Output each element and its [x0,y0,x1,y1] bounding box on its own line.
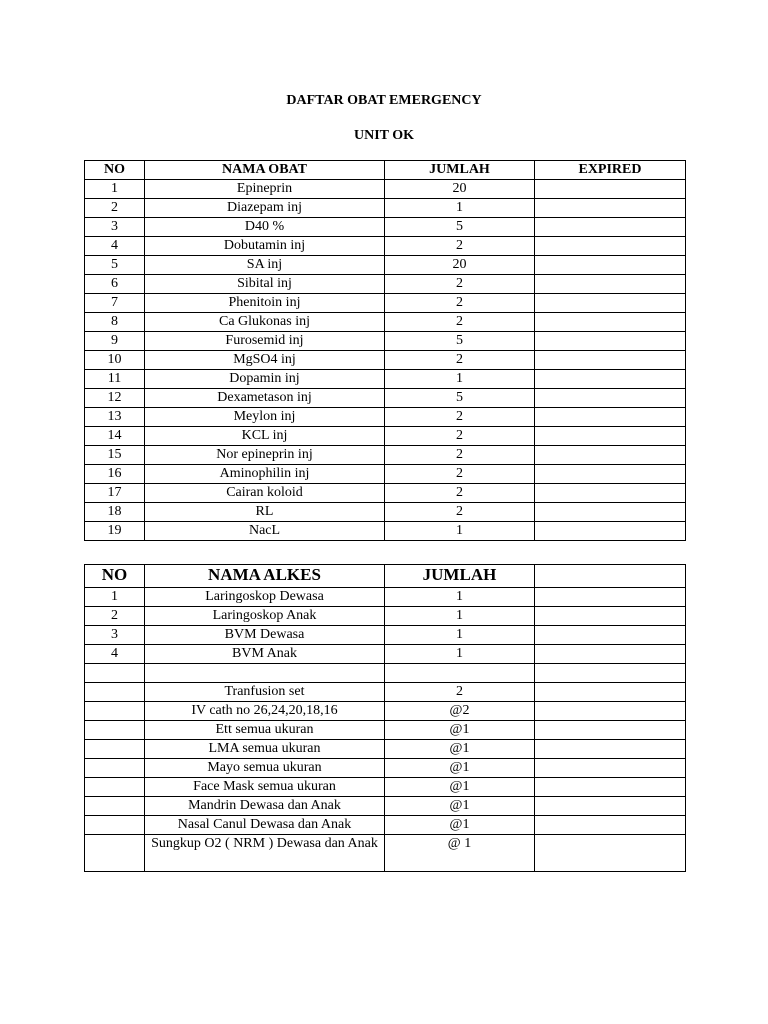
cell-quantity: 1 [385,645,535,664]
table-row [85,180,686,199]
cell-quantity: @1 [385,740,535,759]
cell-drug-name: Epineprin [145,180,385,199]
cell-no: 18 [85,503,145,522]
cell-no [85,816,145,835]
header-drug-name: NAMA OBAT [145,161,385,180]
cell-expired [535,237,686,256]
cell-quantity: 1 [385,607,535,626]
cell-drug-name: Sibital inj [145,275,385,294]
table-row [85,645,686,664]
cell-drug-name: Dobutamin inj [145,237,385,256]
medical-equipment-table [84,564,686,872]
cell-equipment-name: Face Mask semua ukuran [145,778,385,797]
cell-no: 14 [85,427,145,446]
cell-quantity: 20 [385,256,535,275]
cell-quantity: 2 [385,237,535,256]
cell-equipment-name: Laringoskop Anak [145,607,385,626]
cell-equipment-name: Mayo semua ukuran [145,759,385,778]
cell-expired [535,180,686,199]
cell-quantity: 1 [385,588,535,607]
cell-quantity: 2 [385,683,535,702]
cell-no: 12 [85,389,145,408]
cell-drug-name: Phenitoin inj [145,294,385,313]
header-no: NO [85,161,145,180]
cell-no: 5 [85,256,145,275]
cell-drug-name: Ca Glukonas inj [145,313,385,332]
cell-drug-name: Dopamin inj [145,370,385,389]
cell-drug-name: Nor epineprin inj [145,446,385,465]
cell-quantity: 2 [385,351,535,370]
cell-drug-name: NacL [145,522,385,541]
table-row [85,256,686,275]
emergency-drug-table [84,160,686,541]
cell-equipment-name: BVM Dewasa [145,626,385,645]
table-row [85,427,686,446]
cell-equipment-name: IV cath no 26,24,20,18,16 [145,702,385,721]
table-row [85,683,686,702]
cell-quantity: 2 [385,446,535,465]
cell-quantity: 1 [385,626,535,645]
cell-expired [535,199,686,218]
cell-equipment-name: LMA semua ukuran [145,740,385,759]
cell-quantity: @2 [385,702,535,721]
cell-no: 2 [85,199,145,218]
cell-expired [535,370,686,389]
table-row [85,721,686,740]
table-row [85,759,686,778]
cell-no: 4 [85,237,145,256]
cell-no: 10 [85,351,145,370]
cell-quantity: @1 [385,816,535,835]
cell-no: 13 [85,408,145,427]
table-header-row [85,161,686,180]
cell-no: 8 [85,313,145,332]
cell-drug-name: Furosemid inj [145,332,385,351]
table-row [85,351,686,370]
cell-no [85,797,145,816]
cell-blank [535,664,686,683]
cell-blank [535,797,686,816]
table-row [85,664,686,683]
table-row [85,332,686,351]
cell-quantity: 2 [385,313,535,332]
cell-expired [535,484,686,503]
cell-equipment-name: Sungkup O2 ( NRM ) Dewasa dan Anak [145,835,385,872]
cell-quantity: 1 [385,370,535,389]
cell-expired [535,408,686,427]
cell-no [85,721,145,740]
cell-expired [535,275,686,294]
cell-equipment-name: Nasal Canul Dewasa dan Anak [145,816,385,835]
cell-quantity: 1 [385,199,535,218]
cell-expired [535,503,686,522]
header-quantity: JUMLAH [385,161,535,180]
cell-blank [535,816,686,835]
header-quantity: JUMLAH [385,565,535,588]
cell-no: 3 [85,218,145,237]
cell-blank [535,588,686,607]
table-row [85,503,686,522]
cell-blank [535,607,686,626]
table-row [85,484,686,503]
cell-no: 9 [85,332,145,351]
cell-quantity: 20 [385,180,535,199]
cell-no: 2 [85,607,145,626]
cell-quantity: 2 [385,484,535,503]
table-row [85,607,686,626]
cell-expired [535,465,686,484]
cell-expired [535,522,686,541]
cell-expired [535,351,686,370]
cell-quantity: 5 [385,218,535,237]
cell-quantity: @1 [385,778,535,797]
cell-no: 19 [85,522,145,541]
table-row [85,313,686,332]
table-row [85,835,686,872]
cell-no: 7 [85,294,145,313]
cell-quantity: @1 [385,759,535,778]
cell-no: 3 [85,626,145,645]
cell-blank [535,778,686,797]
cell-blank [535,683,686,702]
cell-expired [535,294,686,313]
header-expired: EXPIRED [535,161,686,180]
document-title: DAFTAR OBAT EMERGENCY [286,93,482,108]
cell-drug-name: RL [145,503,385,522]
header-blank [535,565,686,588]
header-equipment-name: NAMA ALKES [145,565,385,588]
cell-quantity: 2 [385,294,535,313]
cell-no [85,683,145,702]
cell-equipment-name: Ett semua ukuran [145,721,385,740]
cell-no [85,759,145,778]
cell-equipment-name: Laringoskop Dewasa [145,588,385,607]
cell-blank [535,626,686,645]
cell-drug-name: MgSO4 inj [145,351,385,370]
table-row [85,218,686,237]
cell-no [85,778,145,797]
cell-drug-name: KCL inj [145,427,385,446]
cell-blank [535,759,686,778]
cell-drug-name: D40 % [145,218,385,237]
cell-quantity: 2 [385,408,535,427]
cell-drug-name: SA inj [145,256,385,275]
cell-quantity: 1 [385,522,535,541]
table-row [85,446,686,465]
table-row [85,797,686,816]
cell-no: 6 [85,275,145,294]
cell-expired [535,427,686,446]
cell-equipment-name: Mandrin Dewasa dan Anak [145,797,385,816]
cell-quantity: 5 [385,389,535,408]
table-row [85,237,686,256]
cell-expired [535,389,686,408]
cell-no: 11 [85,370,145,389]
cell-quantity: 2 [385,275,535,294]
table-row [85,626,686,645]
table-row [85,522,686,541]
cell-no: 16 [85,465,145,484]
table-row [85,702,686,721]
cell-no [85,702,145,721]
cell-no [85,664,145,683]
cell-blank [535,702,686,721]
cell-blank [535,740,686,759]
document-subtitle: UNIT OK [353,128,415,143]
cell-no: 1 [85,180,145,199]
table-row [85,389,686,408]
cell-equipment-name: Tranfusion set [145,683,385,702]
table-row [85,408,686,427]
cell-equipment-name: BVM Anak [145,645,385,664]
cell-no [85,835,145,872]
cell-no: 1 [85,588,145,607]
table-header-row [85,565,686,588]
table-row [85,740,686,759]
table-row [85,275,686,294]
table-row [85,294,686,313]
cell-drug-name: Aminophilin inj [145,465,385,484]
cell-expired [535,313,686,332]
header-no: NO [85,565,145,588]
equipment-table-body [85,588,686,872]
table-row [85,588,686,607]
cell-quantity: @1 [385,721,535,740]
cell-quantity: 2 [385,465,535,484]
table-row [85,199,686,218]
cell-no [85,740,145,759]
table-row [85,816,686,835]
cell-blank [535,721,686,740]
cell-no: 15 [85,446,145,465]
cell-drug-name: Diazepam inj [145,199,385,218]
cell-quantity: 2 [385,427,535,446]
table-row [85,465,686,484]
drug-table-body [85,180,686,541]
cell-no: 17 [85,484,145,503]
cell-equipment-name [145,664,385,683]
cell-no: 4 [85,645,145,664]
cell-drug-name: Cairan koloid [145,484,385,503]
cell-expired [535,446,686,465]
cell-drug-name: Dexametason inj [145,389,385,408]
cell-expired [535,332,686,351]
table-row [85,778,686,797]
cell-blank [535,835,686,872]
cell-quantity [385,664,535,683]
cell-quantity: @1 [385,797,535,816]
cell-quantity: @ 1 [385,835,535,872]
cell-quantity: 2 [385,503,535,522]
cell-blank [535,645,686,664]
cell-drug-name: Meylon inj [145,408,385,427]
cell-expired [535,256,686,275]
cell-expired [535,218,686,237]
cell-quantity: 5 [385,332,535,351]
table-row [85,370,686,389]
